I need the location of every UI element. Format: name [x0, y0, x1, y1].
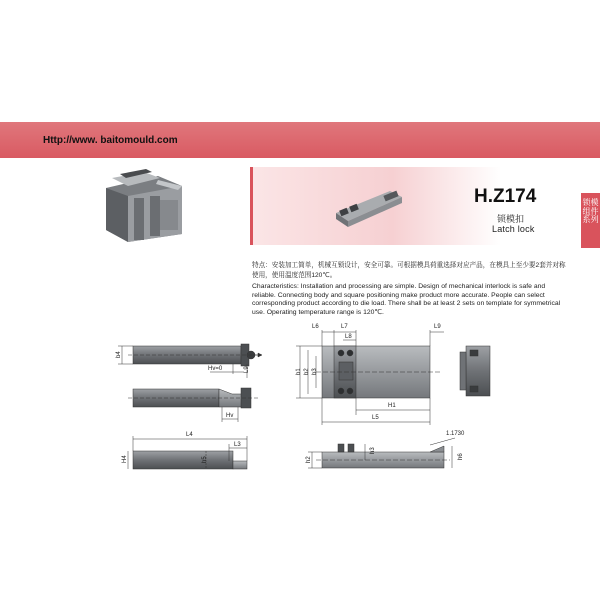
product-name-en: Latch lock	[492, 224, 535, 234]
dim-angle: 1.1730	[446, 431, 465, 437]
dim-hv: Hv	[226, 413, 234, 419]
dim-h5: h5	[202, 456, 208, 463]
view-top-left	[118, 344, 262, 378]
product-name-cn: 锁模扣	[497, 214, 525, 224]
dim-h4: H4	[122, 455, 128, 463]
category-side-tab[interactable]: 锁模组件系列	[581, 193, 600, 248]
dim-l4: L4	[186, 432, 193, 438]
view-bottom-left	[128, 436, 247, 469]
dim-b4: b4	[116, 351, 122, 358]
view-side-bottom	[308, 438, 455, 468]
features-cn: 特点：安装加工简单，机械互锁设计，安全可靠。可根据模具荷重选择对应产品，在模具上至少要2套并对称使用，使用温度范围120℃。	[252, 262, 566, 279]
dim-b2: b2	[304, 368, 310, 375]
view-middle-left	[128, 388, 258, 422]
dim-l7: L7	[341, 324, 348, 330]
dim-hv0: Hv=0	[208, 366, 223, 372]
dim-l9a: L9	[244, 366, 250, 373]
website-url[interactable]: Http://www. baitomould.com	[43, 135, 178, 146]
dim-h3: h3	[370, 447, 376, 454]
dim-h1: H1	[388, 403, 396, 409]
dim-l3: L3	[234, 442, 241, 448]
dim-l8: L8	[345, 334, 352, 340]
dim-h6: h6	[458, 453, 464, 460]
view-plan-right	[296, 330, 444, 425]
dim-l9: L9	[434, 324, 441, 330]
dim-h2: h2	[306, 456, 312, 463]
features-en: Characteristics: Installation and processing are simple. Design of mechanical interlock is safe and reliable. Connecting body and square positioning make product more accurate. People can select corresponding product according to die load. There shall be at least 2 sets on template for symmetrical use. Operating temperature range is 120℃.	[252, 283, 561, 316]
view-end-right	[460, 346, 490, 396]
dim-l6: L6	[312, 324, 319, 330]
dim-b3: b3	[312, 368, 318, 375]
part-code: H.Z174	[474, 186, 537, 207]
dim-l5: L5	[372, 415, 379, 421]
dim-b1: b1	[296, 368, 302, 375]
